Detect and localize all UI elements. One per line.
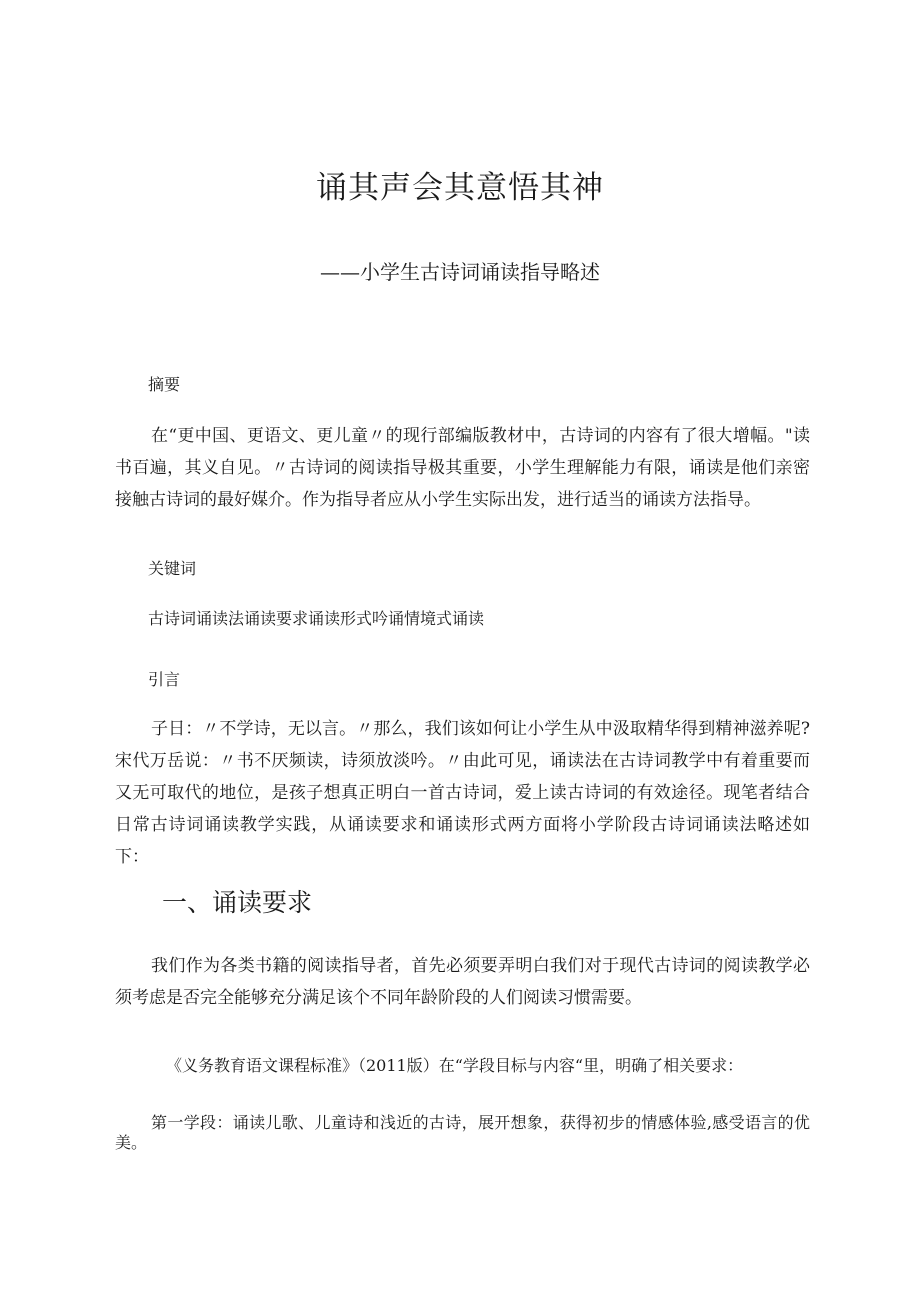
- abstract-label: 摘要: [148, 375, 181, 394]
- abstract-paragraph: 在“更中国、更语文、更儿童〃的现行部编版教材中，古诗词的内容有了很大增幅。"读书百遍，其义自见。〃古诗词的阅读指导极其重要，小学生理解能力有限，诵读是他们亲密接触古诗词的最好媒介。作为指导者应从小学生实际出发，进行适当的诵读方法指导。: [115, 426, 810, 510]
- intro-label: 引言: [148, 670, 181, 689]
- document-title: 诵其声会其意悟其神: [316, 170, 604, 206]
- stage-one-paragraph: 第一学段：诵读儿歌、儿童诗和浅近的古诗，展开想象，获得初步的情感体验,感受语言的优美。: [115, 1113, 810, 1152]
- keywords-label: 关键词: [148, 559, 197, 578]
- intro-paragraph: 子日：〃不学诗，无以言。〃那么，我们该如何让小学生从中汲取精华得到精神滋养呢?宋代万岳说：〃书不厌频读，诗须放淡吟。〃由此可见，诵读法在古诗词教学中有着重要而又无可取代的地位，是孩子想真正明白一首古诗词，爱上读古诗词的有效途径。现笔者结合日常古诗词诵读教学实践，从诵读要求和诵读形式两方面将小学阶段古诗词诵读法略述如下：: [115, 719, 810, 867]
- document-subtitle: ——小学生古诗词诵读指导略述: [320, 260, 600, 284]
- keywords-text: 古诗词诵读法诵读要求诵读形式吟诵情境式诵读: [148, 609, 485, 628]
- section-paragraph: 我们作为各类书籍的阅读指导者，首先必须要弄明白我们对于现代古诗词的阅读教学必须考虑是否完全能够充分满足该个不同年龄阶段的人们阅读习惯需要。: [115, 956, 810, 1008]
- curriculum-standard-line: 《义务教育语文课程标准》（2011版）在“学段目标与内容“里，明确了相关要求：: [166, 1056, 744, 1075]
- section-heading: 一、诵读要求: [162, 888, 313, 917]
